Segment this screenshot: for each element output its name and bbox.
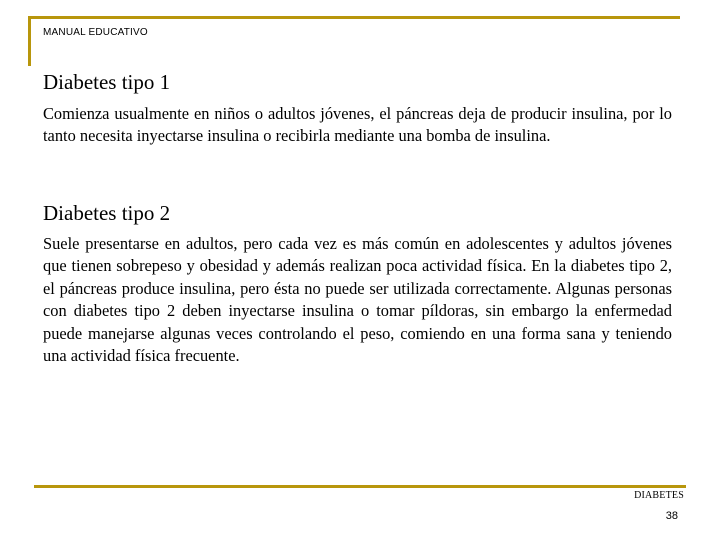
header-label: MANUAL EDUCATIVO — [43, 27, 148, 38]
page-number: 38 — [665, 510, 678, 522]
section-body-type2: Suele presentarse en adultos, pero cada vez es más común en adolescentes y adultos jóvenes que tienen sobrepeso y obesidad y además realizan poca actividad física. En la diabetes tipo 2, el páncreas produce insulina, pero ésta no puede ser utilizada correctamente. Algunas personas con diabetes tipo 2 deben inyectarse insulina o tomar píldoras, sin embargo la enfermedad puede manejarse algunas veces controlando el peso, comiendo en una forma sana y teniendo una actividad física frecuente. — [43, 234, 672, 366]
footer-label: DIABETES — [634, 490, 684, 501]
header-rule-horizontal — [28, 16, 680, 19]
header-rule-vertical — [28, 16, 31, 66]
section-body-type1: Comienza usualmente en niños o adultos jóvenes, el páncreas deja de producir insulina, por lo tanto necesita inyectarse insulina o recibirla mediante una bomba de insulina. — [43, 104, 672, 146]
section-title-type1: Diabetes tipo 1 — [43, 70, 171, 94]
footer-rule — [34, 485, 686, 488]
section-title-type2: Diabetes tipo 2 — [43, 201, 171, 225]
